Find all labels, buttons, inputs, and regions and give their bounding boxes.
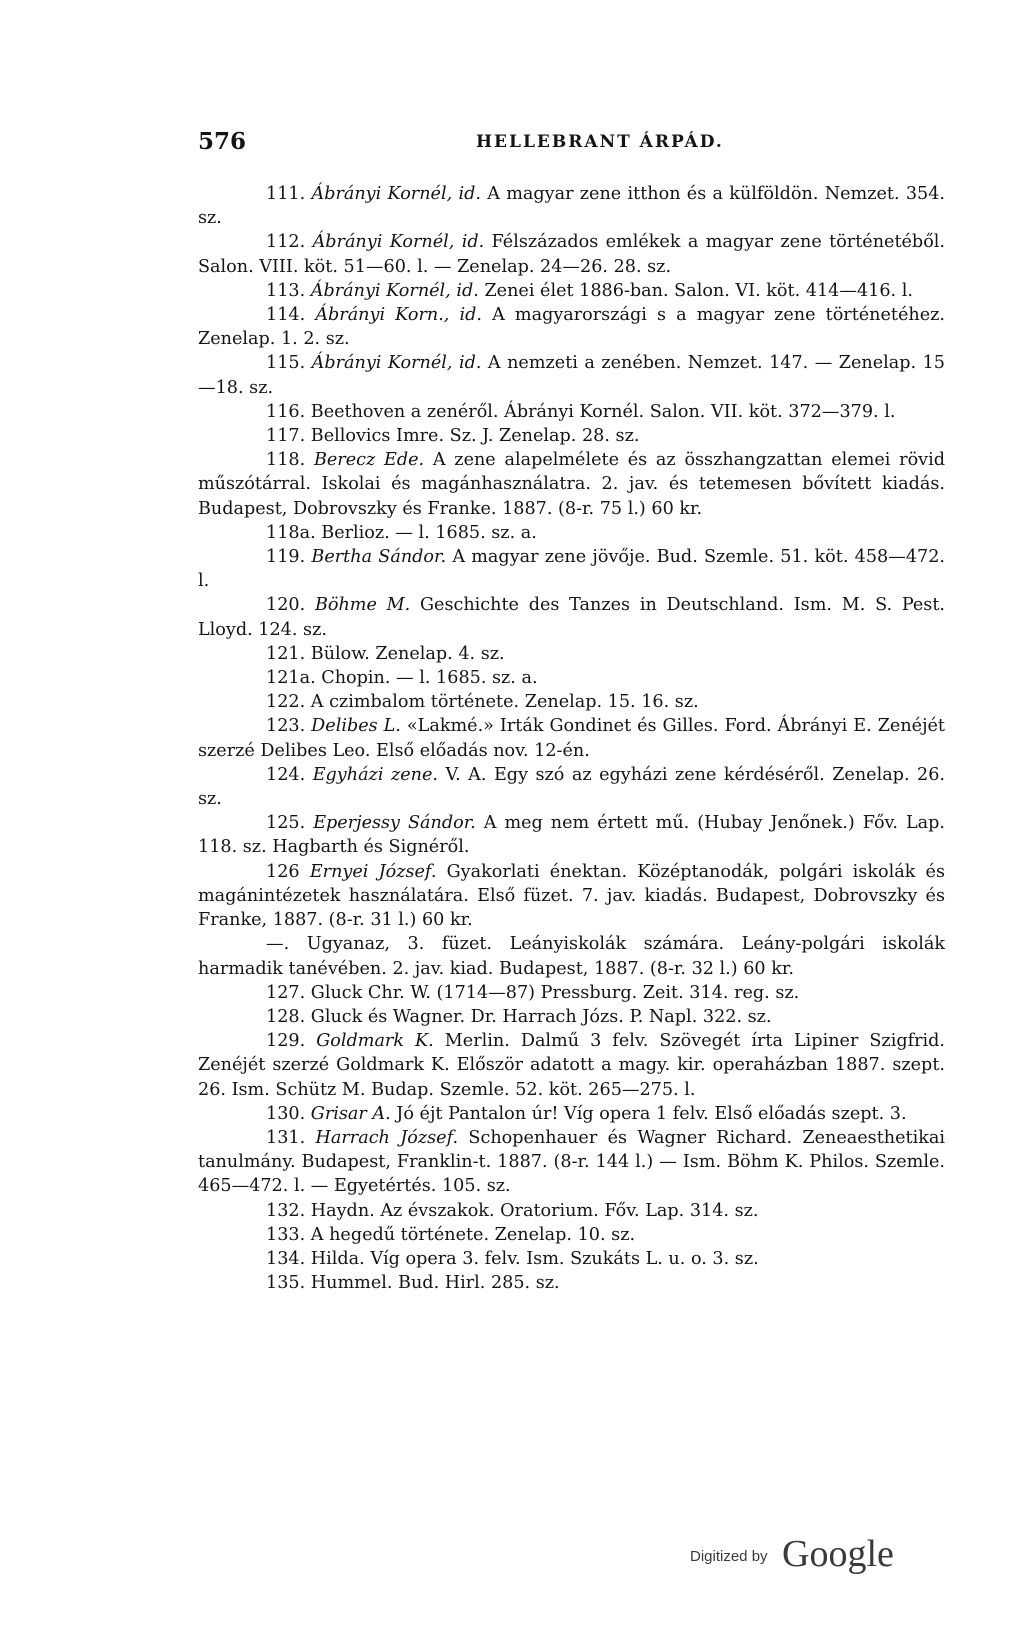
- entry-number: 116.: [266, 401, 306, 422]
- entry-number: 129.: [266, 1031, 306, 1052]
- entry-author: Egyházi zene.: [312, 764, 438, 785]
- entry-author: Ábrányi Kornél, id.: [311, 184, 481, 204]
- entry-text: Beethoven a zenéről. Ábrányi Kornél. Salon. VII. köt. 372—379. l.: [305, 401, 896, 422]
- entry-text: A czimbalom története. Zenelap. 15. 16. sz.: [305, 692, 699, 713]
- entry-author: Ábrányi Korn., id.: [315, 305, 482, 326]
- entry-text: «Lakmé.» Irták Gondinet és Gilles. Ford. Ábrányi E. Zenéjét szerzé Delibes Leo. Első előadás nov. 12-én.: [198, 716, 946, 761]
- entry-author: Harrach József.: [315, 1127, 459, 1148]
- entry-author: Ernyei József.: [309, 861, 437, 882]
- bibliography-entry: [198, 642, 945, 666]
- running-head: [198, 128, 914, 158]
- entry-number: 119.: [266, 547, 306, 568]
- entry-text: Gyakorlati énektan. Középtanodák, polgári iskolák és magánintézetek használatára. Első füzet. 7. jav. kiadás. Budapest, Dobrovszky és Franke, 1887. (8-r. 31 l.) 60 kr.: [198, 861, 945, 931]
- entry-number: —.: [266, 934, 290, 955]
- entry-text: V. A. Egy szó az egyházi zene kérdéséről. Zenelap. 26. sz.: [198, 764, 946, 810]
- bibliography-entry: [198, 981, 945, 1005]
- entry-number: 133.: [266, 1224, 306, 1245]
- entry-author: Delibes L.: [311, 716, 401, 737]
- entry-text: A magyar zene jövője. Bud. Szemle. 51. köt. 458—472. l.: [198, 547, 945, 592]
- entry-number: 112.: [266, 232, 306, 253]
- entry-number: 113.: [266, 280, 306, 301]
- entry-number: 123.: [266, 716, 306, 737]
- entry-author: Grisar A.: [310, 1103, 391, 1124]
- entry-text: Bellovics Imre. Sz. J. Zenelap. 28. sz.: [305, 426, 640, 447]
- entry-text: A magyar zene itthon és a külföldön. Nemzet. 354. sz.: [198, 184, 946, 229]
- entry-author: Ábrányi Kornél, id.: [310, 280, 479, 301]
- entry-text: Zenei élet 1886-ban. Salon. VI. köt. 414—416. l.: [478, 280, 913, 301]
- entry-text: Félszázados emlékek a magyar zene történetéből. Salon. VIII. köt. 51—60. l. — Zenelap. 24—26. 28. sz.: [198, 232, 946, 277]
- entry-number: 114.: [266, 305, 306, 326]
- entry-author: Goldmark K.: [316, 1031, 434, 1052]
- entry-number: 126: [266, 861, 300, 882]
- entry-text: Berlioz. — l. 1685. sz. a.: [315, 522, 537, 543]
- bibliography-entry: [198, 1271, 945, 1295]
- entry-text: A hegedű története. Zenelap. 10. sz.: [305, 1224, 636, 1245]
- entry-author: Eperjessy Sándor.: [313, 813, 476, 834]
- bibliography-entry: [198, 303, 945, 351]
- bibliography-entry: [198, 1102, 945, 1126]
- page-number: 576: [198, 128, 247, 155]
- entry-number: 135.: [266, 1273, 306, 1294]
- entry-text: Bülow. Zenelap. 4. sz.: [305, 643, 505, 664]
- bibliography-entry: [198, 1223, 945, 1247]
- entry-number: 120.: [266, 595, 306, 616]
- entry-text: Jó éjt Pantalon úr! Víg opera 1 felv. Első előadás szept. 3.: [390, 1103, 907, 1124]
- bibliography-entry: [198, 521, 945, 545]
- entry-text: Geschichte des Tanzes in Deutschland. Ism. M. S. Pest. Lloyd. 124. sz.: [198, 595, 945, 640]
- entry-text: Haydn. Az évszakok. Oratorium. Főv. Lap. 314. sz.: [305, 1200, 759, 1221]
- entry-text: Hilda. Víg opera 3. felv. Ism. Szukáts L. u. o. 3. sz.: [305, 1248, 759, 1269]
- bibliography-entry: [198, 424, 945, 448]
- entry-number: 127.: [266, 982, 306, 1003]
- bibliography-entry: [198, 448, 945, 521]
- entry-number: 118a.: [266, 522, 316, 543]
- bibliography-entry: [198, 1247, 945, 1271]
- entry-number: 118.: [266, 450, 306, 471]
- bibliography-entry: [198, 279, 945, 303]
- entry-author: Ábrányi Kornél, id.: [312, 232, 485, 253]
- entry-text: Chopin. — l. 1685. sz. a.: [315, 668, 538, 689]
- bibliography-entry: [198, 1005, 945, 1029]
- bibliography-list: [198, 182, 945, 1295]
- entry-author: Berecz Ede.: [313, 450, 425, 471]
- entry-number: 111.: [266, 184, 306, 204]
- bibliography-entry: [198, 763, 945, 811]
- entry-text: Schopenhauer és Wagner Richard. Zeneaesthetikai tanulmány. Budapest, Franklin-t. 1887. (8-r. 144 l.) — Ism. Böhm K. Philos. Szemle. 465—472. l. — Egyetértés. 105. sz.: [198, 1127, 945, 1197]
- bibliography-entry: [198, 666, 945, 690]
- entry-text: Ugyanaz, 3. füzet. Leányiskolák számára. Leány-polgári iskolák harmadik tanévében. 2. jav. kiad. Budapest, 1887. (8-r. 32 l.) 60 kr.: [198, 934, 945, 979]
- entry-number: 124.: [266, 764, 306, 785]
- entry-number: 122.: [266, 692, 306, 713]
- entry-number: 132.: [266, 1200, 306, 1221]
- entry-text: Hummel. Bud. Hirl. 285. sz.: [305, 1273, 560, 1294]
- bibliography-entry: [198, 351, 945, 399]
- entry-text: A magyarországi s a magyar zene történetéhez. Zenelap. 1. 2. sz.: [198, 305, 946, 350]
- bibliography-entry: [198, 400, 945, 424]
- bibliography-entry: [198, 932, 945, 980]
- running-title: HELLEBRANT ÁRPÁD.: [476, 132, 724, 152]
- entry-text: Gluck és Wagner. Dr. Harrach Józs. P. Napl. 322. sz.: [305, 1006, 772, 1027]
- entry-number: 121a.: [266, 668, 316, 689]
- bibliography-entry: [198, 1029, 945, 1102]
- entry-number: 125.: [266, 813, 306, 834]
- bibliography-entry: [198, 714, 945, 762]
- entry-text: A nemzeti a zenében. Nemzet. 147. — Zenelap. 15—18. sz.: [198, 353, 945, 398]
- entry-text: A zene alapelmélete és az összhangzattan elemei rövid műszótárral. Iskolai és magánhasználatra. 2. jav. és tetemesen bővített kiadás. Budapest, Dobrovszky és Franke. 1887. (8-r. 75 l.) 60 kr.: [198, 450, 945, 519]
- bibliography-entry: [198, 593, 945, 641]
- entry-author: Ábrányi Kornél, id.: [311, 353, 482, 374]
- entry-text: Gluck Chr. W. (1714—87) Pressburg. Zeit. 314. reg. sz.: [305, 982, 800, 1003]
- entry-number: 128.: [266, 1006, 306, 1027]
- entry-text: A meg nem értett mű. (Hubay Jenőnek.) Főv. Lap. 118. sz. Hagbarth és Signéről.: [198, 813, 945, 858]
- entry-author: Böhme M.: [314, 595, 411, 616]
- bibliography-entry: [198, 811, 945, 859]
- entry-number: 130.: [266, 1103, 306, 1124]
- bibliography-entry: [198, 1126, 945, 1199]
- entry-number: 131.: [266, 1127, 306, 1148]
- entry-number: 134.: [266, 1248, 306, 1269]
- bibliography-entry: [198, 182, 945, 230]
- entry-text: Merlin. Dalmű 3 felv. Szövegét írta Lipiner Szigfrid. Zenéjét szerzé Goldmark K. Először adatott a magy. kir. operaházban 1887. szept. 26. Ism. Schütz M. Budap. Szemle. 52. köt. 265—275. l.: [198, 1031, 945, 1100]
- digitized-label: Digitized by: [690, 1548, 768, 1565]
- bibliography-entry: [198, 230, 945, 278]
- entry-number: 115.: [266, 353, 306, 374]
- bibliography-entry: [198, 690, 945, 714]
- entry-number: 121.: [266, 643, 306, 664]
- entry-number: 117.: [266, 426, 306, 447]
- google-logo: Google: [782, 1533, 894, 1575]
- bibliography-entry: [198, 545, 945, 593]
- bibliography-entry: [198, 1199, 945, 1223]
- bibliography-entry: [198, 860, 945, 933]
- entry-author: Bertha Sándor.: [311, 547, 447, 568]
